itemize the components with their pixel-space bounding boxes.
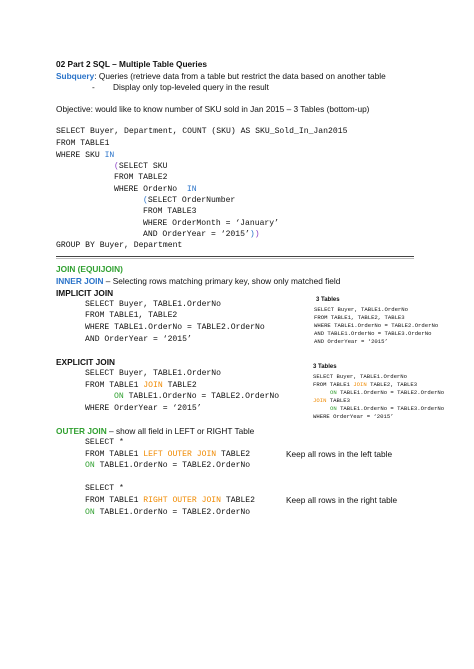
query1-line: WHERE SKU IN (56, 151, 115, 160)
implicit-side-line: AND OrderYear = ‘2015’ (314, 338, 388, 345)
explicit-side-line: ON TABLE1.OrderNo = TABLE2.OrderNo (330, 389, 445, 396)
query1-line: (SELECT SKU (114, 162, 168, 171)
explicit-side-line: ON TABLE1.OrderNo = TABLE3.OrderNo (330, 405, 445, 412)
explicit-line: ON TABLE1.OrderNo = TABLE2.OrderNo (114, 392, 280, 401)
keyword-on: ON (85, 461, 95, 470)
explicit-side-line: FROM TABLE1 JOIN TABLE2, TABLE3 (313, 381, 418, 388)
right-join-line: SELECT * (85, 484, 124, 493)
implicit-side-title: 3 Tables (316, 297, 340, 303)
subquery-text: : Queries (retrieve data from a table but restrict the data based on another table (94, 71, 386, 81)
explicit-line: WHERE OrderYear = ‘2015’ (85, 404, 202, 413)
left-join-line: SELECT * (85, 438, 124, 447)
left-join-line: ON TABLE1.OrderNo = TABLE2.OrderNo (85, 461, 251, 470)
open-paren: ( (114, 162, 119, 171)
implicit-line: SELECT Buyer, TABLE1.OrderNo (85, 300, 221, 309)
implicit-side-line: FROM TABLE1, TABLE2, TABLE3 (314, 314, 405, 321)
keyword-in: IN (104, 151, 115, 160)
left-join-line: FROM TABLE1 LEFT OUTER JOIN TABLE2 (85, 450, 251, 459)
implicit-line: FROM TABLE1, TABLE2 (85, 311, 178, 320)
query1-line: FROM TABLE3 (143, 207, 197, 216)
query1-line: WHERE OrderNo IN (114, 185, 197, 194)
subquery-line (56, 71, 386, 81)
keyword-join: JOIN (143, 381, 163, 390)
query1-line: WHERE OrderMonth = ‘January’ (143, 219, 279, 228)
right-join-line: FROM TABLE1 RIGHT OUTER JOIN TABLE2 (85, 496, 256, 505)
keyword-on: ON (114, 392, 124, 401)
objective-text: Objective: would like to know number of SKU sold in Jan 2015 – 3 Tables (bottom-up) (56, 104, 370, 114)
query1-line: FROM TABLE2 (114, 173, 168, 182)
inner-join-label: INNER JOIN (56, 276, 104, 286)
query1-line: AND OrderYear = ‘2015’)) (143, 230, 260, 239)
keyword-right-outer-join: RIGHT OUTER JOIN (143, 496, 222, 505)
query1-line: SELECT Buyer, Department, COUNT (SKU) AS SKU_Sold_In_Jan2015 (56, 127, 348, 136)
explicit-line: SELECT Buyer, TABLE1.OrderNo (85, 369, 221, 378)
implicit-side-line: AND TABLE1.OrderNo = TABLE3.OrderNo (314, 330, 432, 337)
query1-line: FROM TABLE1 (56, 139, 110, 148)
implicit-join-heading: IMPLICIT JOIN (56, 288, 114, 298)
keyword-in: IN (186, 185, 197, 194)
close-paren: ) (254, 230, 260, 239)
keyword-left-outer-join: LEFT OUTER JOIN (143, 450, 217, 459)
query1-line: GROUP BY Buyer, Department (56, 241, 183, 250)
section-divider (56, 256, 414, 257)
outer-join-label: OUTER JOIN (56, 426, 107, 436)
join-heading: JOIN (EQUIJOIN) (56, 264, 123, 274)
explicit-line: FROM TABLE1 JOIN TABLE2 (85, 381, 197, 390)
left-join-note: Keep all rows in the left table (286, 449, 393, 459)
open-paren: ( (143, 196, 148, 205)
explicit-side-line: WHERE OrderYear = ‘2015’ (313, 413, 394, 420)
close-paren: ) (249, 230, 255, 239)
section-divider (56, 258, 414, 259)
explicit-side-line: JOIN TABLE3 (313, 397, 350, 404)
query1-line: (SELECT OrderNumber (143, 196, 236, 205)
explicit-side-line: SELECT Buyer, TABLE1.OrderNo (313, 373, 407, 380)
implicit-line: WHERE TABLE1.OrderNo = TABLE2.OrderNo (85, 323, 265, 332)
subquery-bullet: Display only top-leveled query in the result (113, 82, 269, 92)
implicit-line: AND OrderYear = ‘2015’ (85, 335, 192, 344)
page-title: 02 Part 2 SQL – Multiple Table Queries (56, 59, 207, 69)
explicit-join-heading: EXPLICIT JOIN (56, 357, 116, 367)
subquery-label: Subquery (56, 71, 95, 81)
right-join-note: Keep all rows in the right table (286, 495, 398, 505)
inner-join-line: INNER JOIN – Selecting rows matching primary key, show only matched field (56, 276, 341, 286)
implicit-side-line: WHERE TABLE1.OrderNo = TABLE2.OrderNo (314, 322, 439, 329)
implicit-side-line: SELECT Buyer, TABLE1.OrderNo (314, 306, 408, 313)
explicit-side-title: 3 Tables (313, 364, 337, 370)
outer-join-line: OUTER JOIN – show all field in LEFT or RIGHT Table (56, 426, 255, 436)
subquery-bullet-mark: - (92, 82, 95, 92)
right-join-line: ON TABLE1.OrderNo = TABLE2.OrderNo (85, 508, 251, 517)
keyword-on: ON (85, 508, 95, 517)
